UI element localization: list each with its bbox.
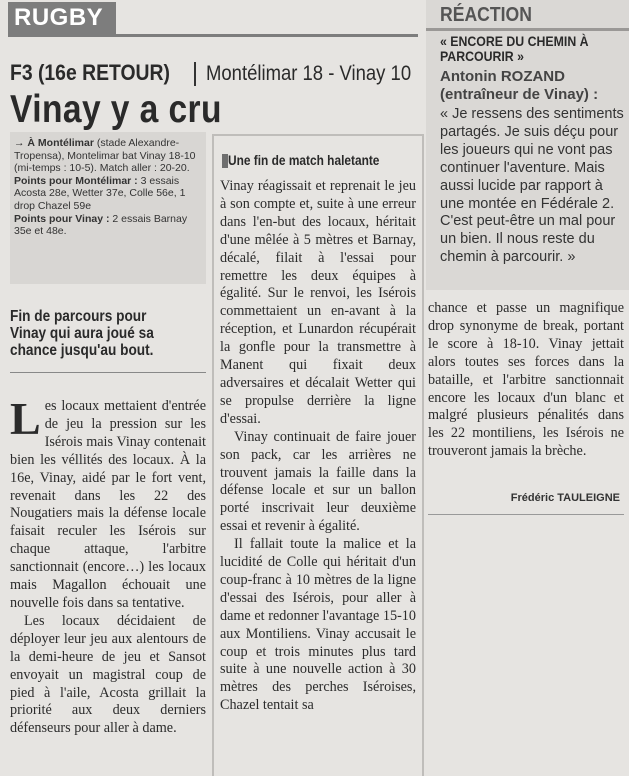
- match-result: Montélimar 18 - Vinay 10: [206, 62, 412, 85]
- article-column-3: [428, 300, 624, 461]
- match-info: [14, 137, 202, 238]
- article-column-2: [220, 178, 416, 715]
- reaction-rule: [426, 28, 629, 31]
- article-column-1: [10, 393, 206, 738]
- reaction-quote-title: « ENCORE DU CHEMIN À PARCOURIR »: [440, 33, 589, 64]
- section-rule: [8, 34, 418, 37]
- author-name: Antonin ROZAND: [440, 68, 565, 85]
- reaction-author: [440, 68, 629, 103]
- section-label: RUGBY: [8, 2, 116, 34]
- info-place-label: → À Montélimar: [14, 137, 94, 149]
- column-3-rule: [428, 514, 624, 515]
- col1-paragraph-2: Les locaux décidaient de déployer leur jeu aux alentours de la demi-heure de jeu et Sansot envoyait un magistral coup de pied à l'aile, Acosta grillait la priorité aux deux derniers défenseurs pour aller à dame.: [10, 612, 206, 737]
- col1-paragraph-1: es locaux mettaient d'entrée de jeu la pression sur les Isérois mais Vinay contenait bien les véllités des locaux. À la 16e, Vinay, aidé par le fort vent, revenait dans les 22 des Nougatiers mais la défense locale faisait reculer les Isérois sur chaque attaque, l'arbitre sanctionnait (encore…) les locaux mais Magallon échouait une nouvelle fois dans sa tentative.: [10, 398, 206, 611]
- match-kicker: F3 (16e RETOUR): [10, 60, 170, 85]
- info-points-vinay-label: Points pour Vinay :: [14, 212, 110, 225]
- info-points-montelimar-label: Points pour Montélimar :: [14, 174, 138, 187]
- lead-rule: [10, 372, 206, 373]
- reaction-quote: « Je ressens des sentiments partagés. Je suis déçu pour les joueurs qui ne vont pas continuer l'aventure. Mais aussi lucide par rapport à une montée en Fédérale 2. C'est peut-être un mal pour un bien. Il nous reste du chemin à parcourir. »: [440, 106, 624, 266]
- col2-paragraph-1: Vinay réagissait et reprenait le jeu à son compte et, suite à une erreur dans l'en-but des locaux, héritait d'une mêlée à 5 mètres et Barnay, décalé, filait à l'essai pour remettre les deux équipes à égalité. Sur le renvoi, les Isérois commettaient un en-avant à la réception, et Lunardon récupérait la gonfle pour la transmettre à Manent qui fixait deux adversaires et décalait Wetter qui se propulse derrière la ligne d'essai.: [220, 178, 416, 427]
- headline: Vinay y a cru: [10, 88, 222, 131]
- author-role: (entraîneur de Vinay) :: [440, 85, 599, 103]
- kicker-separator: [194, 62, 196, 86]
- col2-paragraph-3: Il fallait toute la malice et la lucidité de Colle qui héritait d'un coup-franc à 10 mètres de la ligne d'essai des Isérois, pour aller à dame et redonner l'avantage 15-10 aux Montiliens. Vinay accusait le coup et trois minutes plus tard suite à une nouvelle action à 30 mètres des perches Iséroises, Chazel tentait sa: [220, 536, 416, 714]
- info-points-vinay: 2 essais Barnay 35e et 48e.: [14, 212, 188, 238]
- info-place-text: (stade Alexandre-Tropensa), Montelimar bat Vinay 18-10 (mi-temps : 10-5). Match aller : 20-20.: [14, 137, 196, 175]
- col3-paragraph-1: chance et passe un magnifique drop synonyme de break, portant le score à 18-10. Vinay jettait alors toutes ses forces dans la bataille, et l'arbitre sanctionnait encore les locaux d'un blanc et malgré plusieurs pénalités dans les 22 montiliens, les Isérois ne trouveront jamais la brèche.: [428, 300, 624, 460]
- reaction-title: RÉACTION: [440, 4, 532, 26]
- col2-paragraph-2: Vinay continuait de faire jouer son pack, car les arrières ne trouvent jamais la faille dans la défense locale et sur un ballon porté inscrivait leur deuxième essai et revenir à égalité.: [220, 428, 416, 535]
- author-byline: Frédéric TAULEIGNE: [510, 492, 620, 504]
- article-lead: Fin de parcours pour Vinay qui aura joué sa chance jusqu'au bout.: [10, 308, 154, 359]
- info-points-montelimar: 3 essais Acosta 28e, Wetter 37e, Colle 56e, 1 drop Chazel 59e: [14, 174, 186, 212]
- drop-cap: L: [10, 393, 41, 444]
- column-2-subtitle: Une fin de match haletante: [228, 152, 380, 168]
